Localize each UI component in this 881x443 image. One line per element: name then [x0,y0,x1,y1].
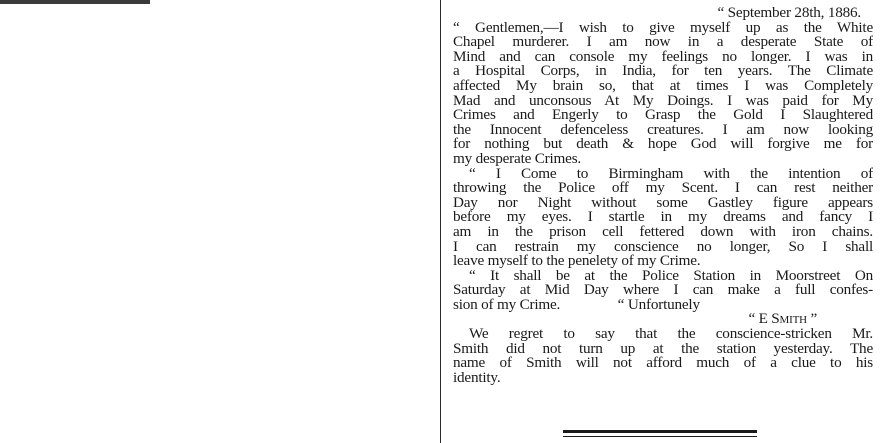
letter-line: throwing the Police off my Scent. I can rest neither [453,181,873,196]
letter-line: leave myself to the penelety of my Crime. [453,254,701,269]
letter-line: my desperate Crimes. [453,151,582,167]
letter-line: am in the prison cell fettered down with iron chains. [453,224,873,240]
section-divider-rule [563,430,757,433]
letter-line: Mind and can console my feelings no longer. I was in [453,49,873,65]
newspaper-clipping [453,6,873,385]
letter-line: for nothing but death & hope God will forgive me for [453,137,873,152]
letter-line: a Hospital Corps, in India, for ten years. The Climate [453,64,873,79]
newspaper-column [440,0,877,443]
letter-dateline: “ September 28th, 1886. [717,4,861,21]
letter-line: affected My brain so, that at times I was Completely [453,78,873,94]
letter-line: Mad and unconsous At My Doings. I was paid for My [453,93,873,109]
comment-line: identity. [453,370,501,386]
letter-line: Chapel murderer. I am now in a desperate State of [453,35,873,50]
comment-line: We regret to say that the conscience-stricken Mr. [469,327,873,342]
comment-line: name of Smith will not afford much of a clue to his [453,356,873,371]
letter-line: Day nor Night without some Gastley figure appears [453,195,873,211]
letter-line: “ I Come to Birmingham with the intention of [469,166,873,182]
letter-line: I can restrain my conscience no longer, So I shall [453,239,873,255]
letter-line: before my eyes. I startle in my dreams and fancy I [453,210,873,225]
column-rule-fragment [0,0,150,4]
section-divider-rule-thin [563,436,757,437]
letter-signature: “ E Smith ” [748,310,817,328]
letter-line: the Innocent defenceless creatures. I am now looking [453,122,873,138]
letter-line: Crimes and Engerly to Grasp the Gold I Slaughtered [453,108,873,123]
letter-line: “ Gentlemen,—I wish to give myself up as the White [453,20,873,36]
letter-line: Saturday at Mid Day where I can make a full confes- [453,283,873,298]
comment-line: Smith did not turn up at the station yesterday. The [453,341,873,357]
letter-line: “ It shall be at the Police Station in Moorstreet On [469,268,873,284]
letter-line: sion of my Crime. “ Unfortunely [453,297,700,313]
